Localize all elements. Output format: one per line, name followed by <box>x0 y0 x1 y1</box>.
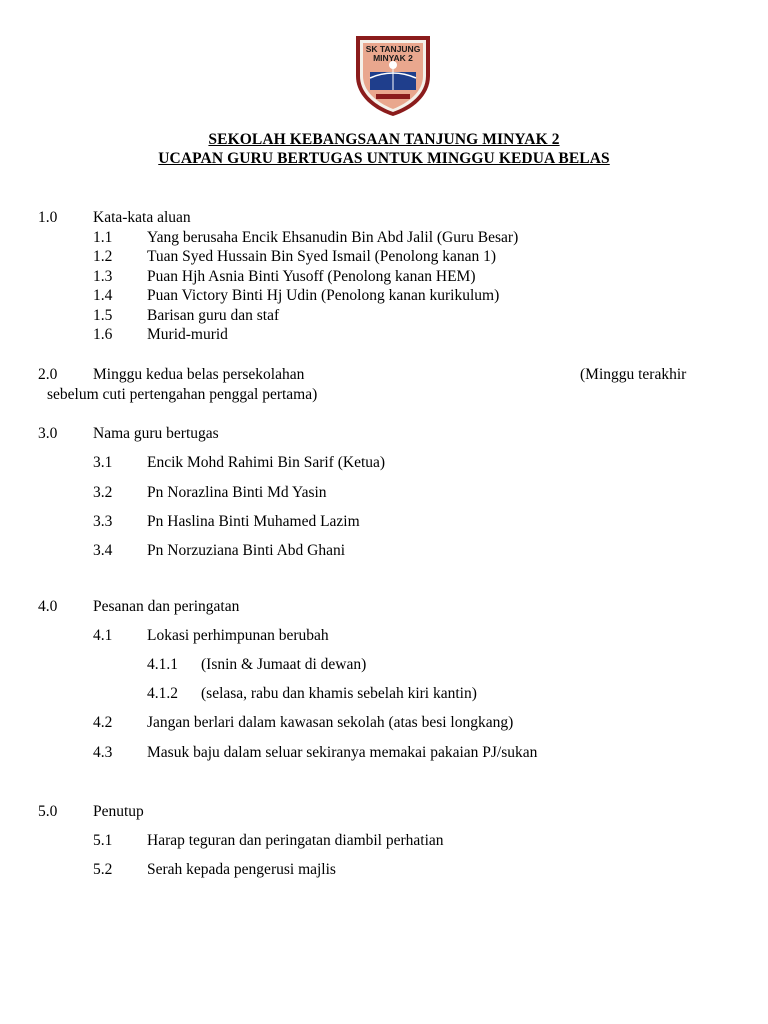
logo-text-line1: SK TANJUNG <box>365 44 421 54</box>
school-title: SEKOLAH KEBANGSAAN TANJUNG MINYAK 2 <box>208 131 560 148</box>
item-number: 3.4 <box>93 542 113 559</box>
section-2-note-start: (Minggu terakhir <box>580 366 687 383</box>
speech-title: UCAPAN GURU BERTUGAS UNTUK MINGGU KEDUA BELAS <box>158 150 610 167</box>
item-number: 1.3 <box>93 268 113 285</box>
item-text: Pn Haslina Binti Muhamed Lazim <box>147 513 360 530</box>
item-number: 3.3 <box>93 513 113 530</box>
subitem-text: (Isnin & Jumaat di dewan) <box>201 656 367 673</box>
item-text: Yang berusaha Encik Ehsanudin Bin Abd Jalil (Guru Besar) <box>147 229 519 246</box>
item-number: 1.5 <box>93 307 113 324</box>
item-text: Puan Hjh Asnia Binti Yusoff (Penolong kanan HEM) <box>147 268 476 285</box>
item-text: Lokasi perhimpunan berubah <box>147 627 329 644</box>
item-text: Masuk baju dalam seluar sekiranya memakai pakaian PJ/sukan <box>147 744 538 761</box>
subitem-number: 4.1.1 <box>147 656 178 673</box>
section-4-number: 4.0 <box>38 598 58 615</box>
section-5-title: Penutup <box>93 803 144 820</box>
item-text: Tuan Syed Hussain Bin Syed Ismail (Penolong kanan 1) <box>147 248 497 265</box>
subitem-number: 4.1.2 <box>147 685 178 702</box>
item-number: 1.4 <box>93 287 113 304</box>
item-number: 3.2 <box>93 484 113 501</box>
item-number: 4.2 <box>93 714 113 731</box>
item-text: Serah kepada pengerusi majlis <box>147 861 336 878</box>
section-2-number: 2.0 <box>38 366 58 383</box>
item-text: Encik Mohd Rahimi Bin Sarif (Ketua) <box>147 454 386 471</box>
section-1-title: Kata-kata aluan <box>93 209 191 226</box>
item-number: 4.3 <box>93 744 113 761</box>
item-text: Barisan guru dan staf <box>147 307 280 324</box>
section-4-title: Pesanan dan peringatan <box>93 598 240 615</box>
section-3-number: 3.0 <box>38 425 58 442</box>
item-number: 5.2 <box>93 861 113 878</box>
item-number: 4.1 <box>93 627 113 644</box>
item-number: 1.1 <box>93 229 113 246</box>
item-number: 3.1 <box>93 454 113 471</box>
logo-text-line2: MINYAK 2 <box>373 53 413 63</box>
item-text: Puan Victory Binti Hj Udin (Penolong kanan kurikulum) <box>147 287 500 304</box>
item-text: Pn Norazlina Binti Md Yasin <box>147 484 327 501</box>
section-2-title: Minggu kedua belas persekolahan <box>93 366 305 383</box>
subitem-text: (selasa, rabu dan khamis sebelah kiri kantin) <box>201 685 477 702</box>
item-number: 1.2 <box>93 248 113 265</box>
item-number: 5.1 <box>93 832 113 849</box>
section-5-number: 5.0 <box>38 803 58 820</box>
section-2-note-end: sebelum cuti pertengahan penggal pertama) <box>47 386 318 403</box>
school-logo <box>350 32 436 118</box>
item-text: Murid-murid <box>147 326 228 343</box>
item-number: 1.6 <box>93 326 113 343</box>
section-3-title: Nama guru bertugas <box>93 425 219 442</box>
section-1-number: 1.0 <box>38 209 58 226</box>
item-text: Harap teguran dan peringatan diambil perhatian <box>147 832 444 849</box>
item-text: Jangan berlari dalam kawasan sekolah (atas besi longkang) <box>147 714 514 731</box>
item-text: Pn Norzuziana Binti Abd Ghani <box>147 542 346 559</box>
